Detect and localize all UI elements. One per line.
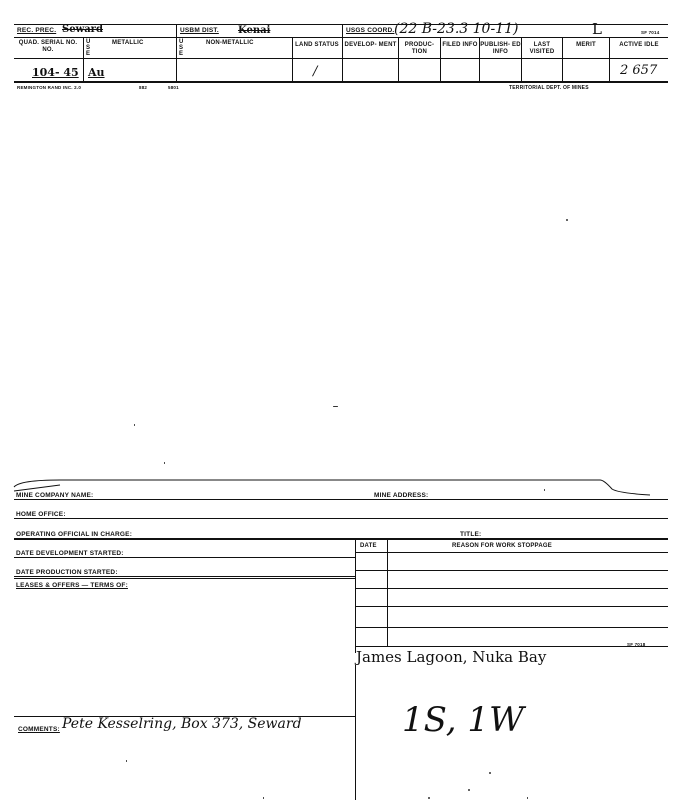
date-development-label: DATE DEVELOPMENT STARTED: xyxy=(16,550,124,557)
mine-company-label: MINE COMPANY NAME: xyxy=(16,492,94,499)
scan-speck xyxy=(134,424,135,426)
rec-prec-value: Seward xyxy=(62,24,103,35)
col-filed-info: FILED INFO xyxy=(442,42,478,48)
rule xyxy=(14,538,668,540)
scan-speck xyxy=(566,219,568,221)
rule xyxy=(355,540,356,653)
form-number-bottom: SF 7018 xyxy=(627,642,646,647)
rule xyxy=(355,570,668,571)
usbm-dist-value: Kenai xyxy=(238,25,271,36)
rule xyxy=(355,627,668,628)
footer-code-2: 5801 xyxy=(168,85,179,90)
operating-official-label: OPERATING OFFICIAL IN CHARGE: xyxy=(16,531,133,538)
reason-column-label: REASON FOR WORK STOPPAGE xyxy=(452,543,552,549)
usgs-coord-label: USGS COORD. xyxy=(346,27,395,34)
rec-prec-label: REC. PREC. xyxy=(17,27,57,34)
col-development: DEVELOP- MENT xyxy=(344,42,397,48)
rule xyxy=(355,588,668,589)
rule xyxy=(355,665,356,800)
active-idle-value: 2 657 xyxy=(620,63,658,78)
leases-label: LEASES & OFFERS — TERMS OF: xyxy=(16,582,128,589)
scan-speck xyxy=(164,462,165,464)
rule xyxy=(14,58,668,59)
card-edge-curve xyxy=(0,475,678,505)
col-use-nonmetallic: U S E xyxy=(179,39,184,57)
scan-speck xyxy=(333,406,338,407)
corner-mark: L xyxy=(592,20,602,38)
usgs-coord-value: (22 B-23.3 10-11) xyxy=(394,21,519,37)
rule xyxy=(14,81,668,83)
rule xyxy=(14,557,355,558)
rule xyxy=(14,578,355,579)
rule xyxy=(609,37,610,81)
date-production-label: DATE PRODUCTION STARTED: xyxy=(16,569,118,576)
mine-address-label: MINE ADDRESS: xyxy=(374,492,429,499)
col-land-status: LAND STATUS xyxy=(295,42,339,48)
col-use-metallic: U S E xyxy=(86,39,91,57)
col-metallic: METALLIC xyxy=(112,40,144,46)
rule xyxy=(176,24,177,81)
scan-speck xyxy=(489,772,491,774)
rule xyxy=(14,499,668,500)
comments-label: COMMENTS: xyxy=(18,726,60,733)
footer-dept: TERRITORIAL DEPT. OF MINES xyxy=(509,85,589,91)
scan-speck xyxy=(527,797,528,799)
col-quad-serial: QUAD. SERIAL NO. NO. xyxy=(18,40,78,53)
rule xyxy=(14,518,668,519)
rule xyxy=(14,24,668,25)
col-merit: MERIT xyxy=(576,42,596,48)
land-status-value: / xyxy=(313,64,318,79)
location-handwritten: James Lagoon, Nuka Bay xyxy=(356,648,547,666)
rule xyxy=(355,606,668,607)
col-production: PRODUC- TION xyxy=(404,42,435,55)
col-published-info: PUBLISH- ED INFO xyxy=(480,42,521,55)
form-number: SF 7014 xyxy=(641,30,660,35)
scan-speck xyxy=(263,797,264,799)
col-non-metallic: NON-METALLIC xyxy=(206,40,254,46)
title-label: TITLE: xyxy=(460,531,482,538)
col-active-idle: ACTIVE IDLE xyxy=(619,42,659,48)
rule xyxy=(14,37,668,38)
home-office-label: HOME OFFICE: xyxy=(16,511,66,518)
footer-printer: REMINGTON RAND INC. 2.0 xyxy=(17,85,82,90)
township-handwritten: 1S, 1W xyxy=(402,700,524,740)
col-last-visited: LAST VISITED xyxy=(529,42,555,55)
scan-speck xyxy=(428,797,430,799)
rule xyxy=(387,540,388,646)
rule xyxy=(355,646,668,647)
rule xyxy=(355,552,668,553)
scan-speck xyxy=(468,789,470,791)
comments-value: Pete Kesselring, Box 373, Seward xyxy=(62,716,302,732)
scan-speck xyxy=(126,760,127,762)
scan-speck xyxy=(544,489,545,491)
rule xyxy=(83,37,84,81)
rule xyxy=(342,24,343,81)
date-column-label: DATE xyxy=(360,543,377,549)
footer-code-1: 882 xyxy=(139,85,148,90)
usbm-dist-label: USBM DIST. xyxy=(180,27,219,34)
metallic-value: Au xyxy=(88,66,105,79)
rule xyxy=(14,576,355,577)
quad-serial-value: 104- 45 xyxy=(32,66,79,79)
